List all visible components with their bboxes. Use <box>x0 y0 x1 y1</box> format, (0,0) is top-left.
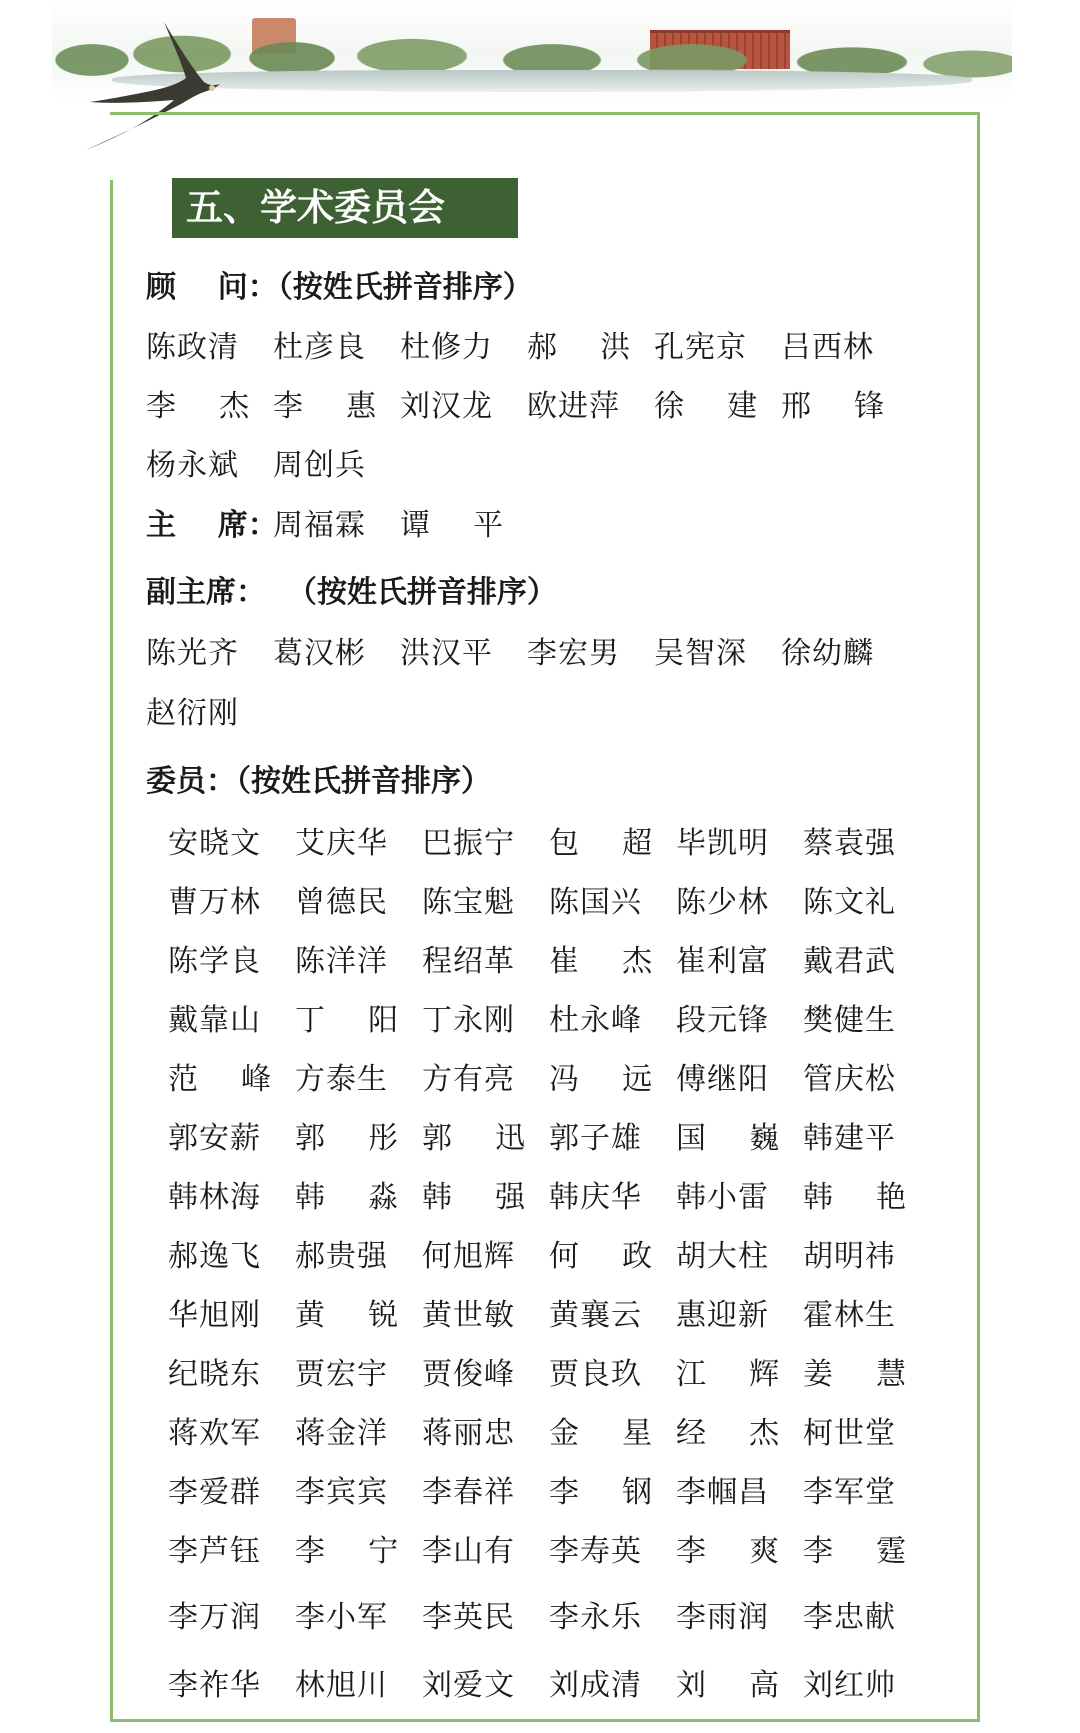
name-cell: 贾俊峰 <box>422 1357 515 1392</box>
members-row <box>168 1592 930 1636</box>
name-cell: 胡大柱 <box>676 1239 769 1274</box>
name-cell: 韩建平 <box>803 1121 896 1156</box>
vice-chair-row-2 <box>146 688 273 732</box>
name-cell: 李祚华 <box>168 1668 261 1703</box>
name-cell: 刘 高 <box>676 1668 781 1703</box>
name-cell: 曹万林 <box>168 885 261 920</box>
name-cell: 郭子雄 <box>549 1121 642 1156</box>
name-cell: 周福霖 <box>273 508 366 543</box>
name-cell: 陈国兴 <box>549 885 642 920</box>
name-cell: 李帼昌 <box>676 1475 769 1510</box>
name-cell: 韩庆华 <box>549 1180 642 1215</box>
name-cell: 杜修力 <box>400 330 493 365</box>
members-row <box>168 936 930 980</box>
name-cell: 邢 锋 <box>781 389 886 424</box>
name-cell: 陈少林 <box>676 885 769 920</box>
name-cell: 林旭川 <box>295 1668 388 1703</box>
name-cell: 刘爱文 <box>422 1668 515 1703</box>
name-cell: 包 超 <box>549 826 654 861</box>
name-cell: 赵衍刚 <box>146 696 239 731</box>
name-cell: 洪汉平 <box>400 636 493 671</box>
vice-chair-label: 副主席： （按姓氏拼音排序） <box>146 575 557 610</box>
name-cell: 国 巍 <box>676 1121 781 1156</box>
members-row <box>168 1660 930 1704</box>
name-cell: 李 爽 <box>676 1534 781 1569</box>
name-cell: 陈光齐 <box>146 636 239 671</box>
banner-water <box>112 70 972 92</box>
name-cell: 纪晓东 <box>168 1357 261 1392</box>
name-cell: 华旭刚 <box>168 1298 261 1333</box>
name-cell: 李芦钰 <box>168 1534 261 1569</box>
name-cell: 惠迎新 <box>676 1298 769 1333</box>
name-cell: 徐 建 <box>654 389 759 424</box>
name-cell: 贾宏宇 <box>295 1357 388 1392</box>
name-cell: 孔宪京 <box>654 330 747 365</box>
name-cell: 李宾宾 <box>295 1475 388 1510</box>
name-cell: 韩小雷 <box>676 1180 769 1215</box>
name-cell: 黄 锐 <box>295 1298 400 1333</box>
name-cell: 冯 远 <box>549 1062 654 1097</box>
name-cell: 李忠献 <box>803 1600 896 1635</box>
section-title: 五、学术委员会 <box>172 178 518 238</box>
name-cell: 樊健生 <box>803 1003 896 1038</box>
name-cell: 李永乐 <box>549 1600 642 1635</box>
members-row <box>168 877 930 921</box>
name-cell: 李 惠 <box>273 389 378 424</box>
name-cell: 蒋欢军 <box>168 1416 261 1451</box>
name-cell: 贾良玖 <box>549 1357 642 1392</box>
advisors-label: 顾 问：（按姓氏拼音排序） <box>146 270 533 305</box>
advisors-row-3 <box>146 440 400 484</box>
name-cell: 谭 平 <box>400 508 505 543</box>
name-cell: 李山有 <box>422 1534 515 1569</box>
name-cell: 戴靠山 <box>168 1003 261 1038</box>
members-row <box>168 818 930 862</box>
name-cell: 李春祥 <box>422 1475 515 1510</box>
name-cell: 吕西林 <box>781 330 874 365</box>
members-row <box>168 1113 930 1157</box>
name-cell: 杜彦良 <box>273 330 366 365</box>
name-cell: 何旭辉 <box>422 1239 515 1274</box>
name-cell: 李雨润 <box>676 1600 769 1635</box>
members-row <box>168 1054 930 1098</box>
name-cell: 金 星 <box>549 1416 654 1451</box>
name-cell: 艾庆华 <box>295 826 388 861</box>
name-cell: 韩 强 <box>422 1180 527 1215</box>
name-cell: 刘成清 <box>549 1668 642 1703</box>
name-cell: 杜永峰 <box>549 1003 642 1038</box>
name-cell: 丁永刚 <box>422 1003 515 1038</box>
name-cell: 李军堂 <box>803 1475 896 1510</box>
chair-label: 主 席： <box>146 508 278 543</box>
name-cell: 郝 洪 <box>527 330 632 365</box>
members-row <box>168 1172 930 1216</box>
name-cell: 何 政 <box>549 1239 654 1274</box>
name-cell: 程绍革 <box>422 944 515 979</box>
name-cell: 李 霆 <box>803 1534 908 1569</box>
name-cell: 崔利富 <box>676 944 769 979</box>
name-cell: 巴振宁 <box>422 826 515 861</box>
name-cell: 江 辉 <box>676 1357 781 1392</box>
name-cell: 黄襄云 <box>549 1298 642 1333</box>
members-row <box>168 1231 930 1275</box>
name-cell: 管庆松 <box>803 1062 896 1097</box>
name-cell: 陈政清 <box>146 330 239 365</box>
name-cell: 李 钢 <box>549 1475 654 1510</box>
name-cell: 郭 彤 <box>295 1121 400 1156</box>
name-cell: 李 宁 <box>295 1534 400 1569</box>
name-cell: 徐幼麟 <box>781 636 874 671</box>
advisors-row-2 <box>146 381 908 425</box>
name-cell: 郝逸飞 <box>168 1239 261 1274</box>
name-cell: 韩林海 <box>168 1180 261 1215</box>
members-row <box>168 995 930 1039</box>
name-cell: 陈洋洋 <box>295 944 388 979</box>
name-cell: 柯世堂 <box>803 1416 896 1451</box>
name-cell: 蔡袁强 <box>803 826 896 861</box>
name-cell: 李英民 <box>422 1600 515 1635</box>
name-cell: 欧进萍 <box>527 389 620 424</box>
content-frame-left-edge <box>110 180 113 1722</box>
name-cell: 韩 淼 <box>295 1180 400 1215</box>
name-cell: 段元锋 <box>676 1003 769 1038</box>
name-cell: 霍林生 <box>803 1298 896 1333</box>
chair-row <box>273 500 527 544</box>
name-cell: 蒋丽忠 <box>422 1416 515 1451</box>
members-row <box>168 1467 930 1511</box>
name-cell: 蒋金洋 <box>295 1416 388 1451</box>
members-row <box>168 1349 930 1393</box>
name-cell: 刘红帅 <box>803 1668 896 1703</box>
name-cell: 李爱群 <box>168 1475 261 1510</box>
name-cell: 周创兵 <box>273 448 366 483</box>
name-cell: 方有亮 <box>422 1062 515 1097</box>
vice-chair-row-1 <box>146 628 908 672</box>
name-cell: 郭 迅 <box>422 1121 527 1156</box>
advisors-row-1 <box>146 322 908 366</box>
name-cell: 郝贵强 <box>295 1239 388 1274</box>
name-cell: 吴智深 <box>654 636 747 671</box>
name-cell: 陈学良 <box>168 944 261 979</box>
name-cell: 安晓文 <box>168 826 261 861</box>
name-cell: 韩 艳 <box>803 1180 908 1215</box>
name-cell: 李 杰 <box>146 389 251 424</box>
name-cell: 毕凯明 <box>676 826 769 861</box>
name-cell: 曾德民 <box>295 885 388 920</box>
name-cell: 李小军 <box>295 1600 388 1635</box>
name-cell: 陈文礼 <box>803 885 896 920</box>
name-cell: 李寿英 <box>549 1534 642 1569</box>
name-cell: 姜 慧 <box>803 1357 908 1392</box>
name-cell: 李宏男 <box>527 636 620 671</box>
name-cell: 李万润 <box>168 1600 261 1635</box>
name-cell: 刘汉龙 <box>400 389 493 424</box>
members-row <box>168 1408 930 1452</box>
members-label: 委员：（按姓氏拼音排序） <box>146 764 491 799</box>
name-cell: 杨永斌 <box>146 448 239 483</box>
name-cell: 陈宝魁 <box>422 885 515 920</box>
name-cell: 方泰生 <box>295 1062 388 1097</box>
name-cell: 胡明祎 <box>803 1239 896 1274</box>
name-cell: 崔 杰 <box>549 944 654 979</box>
name-cell: 黄世敏 <box>422 1298 515 1333</box>
name-cell: 范 峰 <box>168 1062 273 1097</box>
name-cell: 丁 阳 <box>295 1003 400 1038</box>
members-row <box>168 1290 930 1334</box>
name-cell: 戴君武 <box>803 944 896 979</box>
name-cell: 郭安薪 <box>168 1121 261 1156</box>
name-cell: 傅继阳 <box>676 1062 769 1097</box>
members-row <box>168 1526 930 1570</box>
name-cell: 葛汉彬 <box>273 636 366 671</box>
name-cell: 经 杰 <box>676 1416 781 1451</box>
